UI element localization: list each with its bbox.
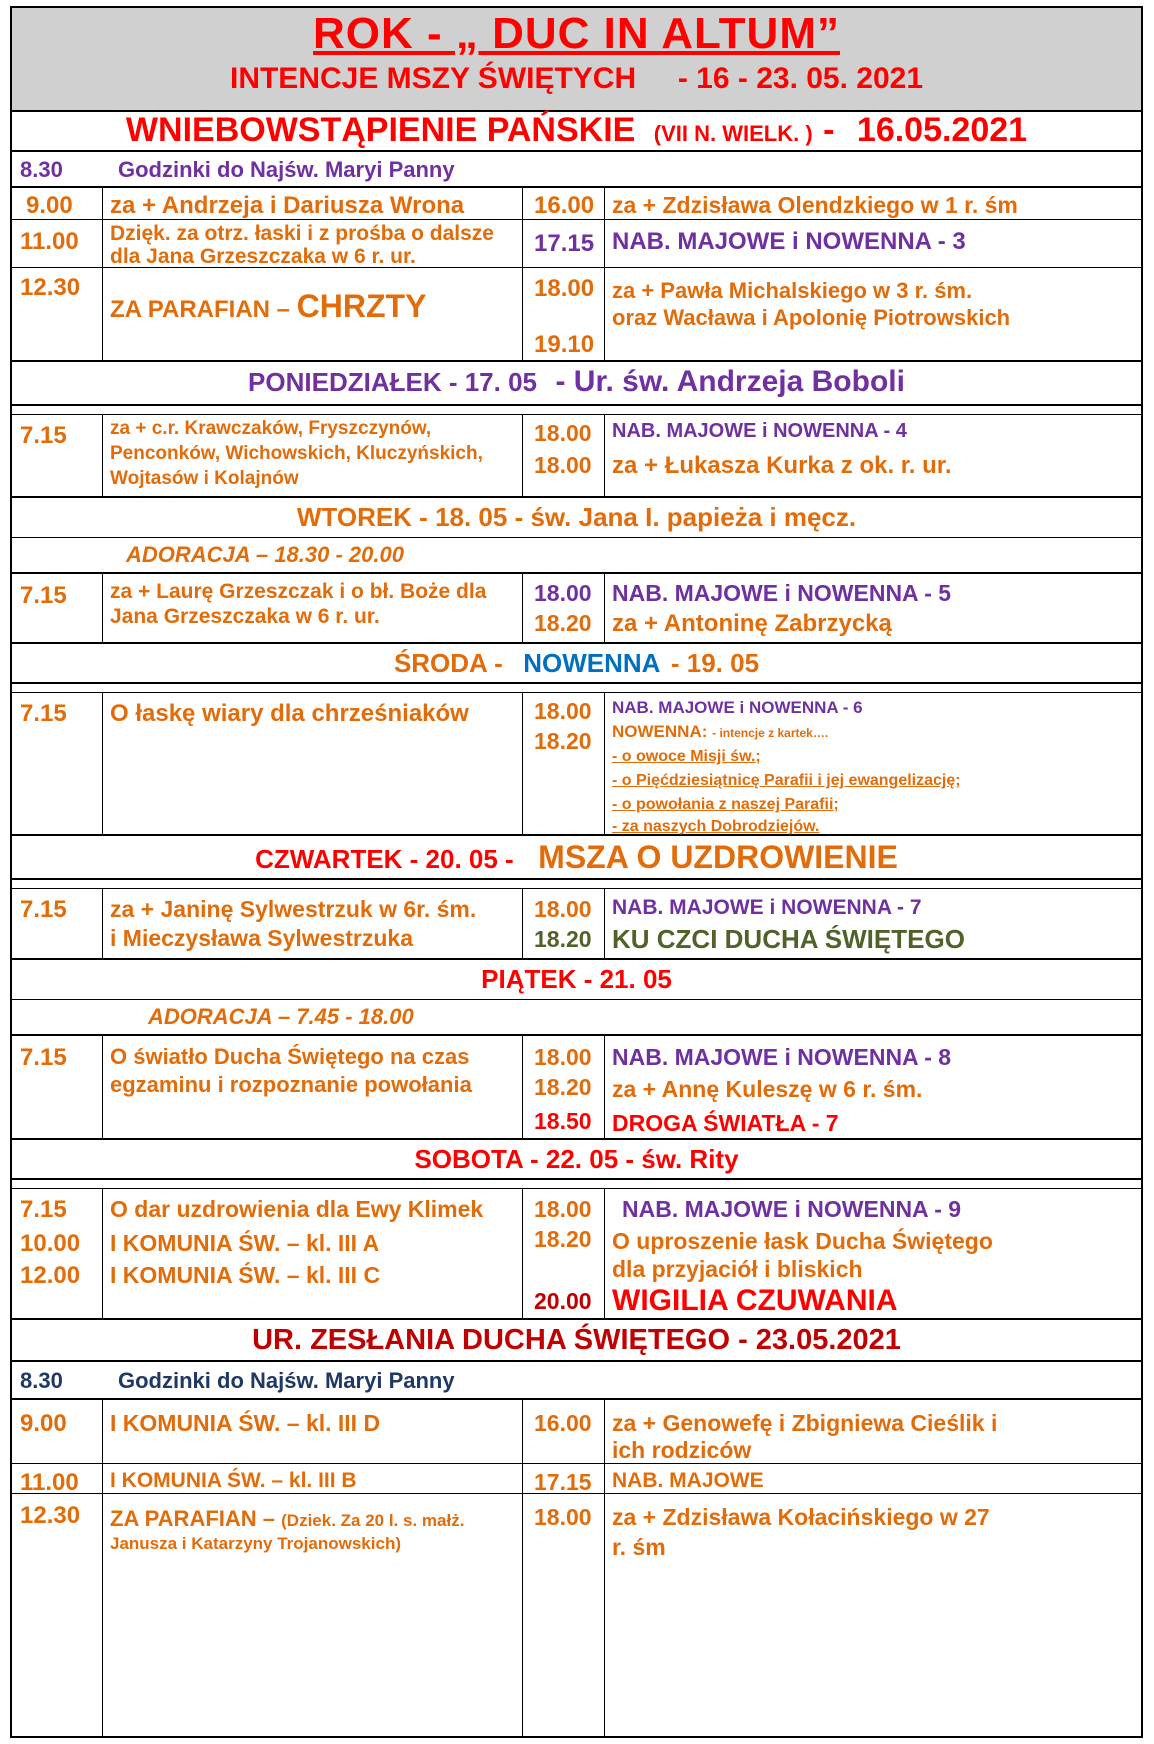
mass-time: 11.00 — [20, 228, 79, 255]
tuesday-adoration — [12, 538, 1141, 574]
mass-time: 16.00 — [534, 1410, 592, 1436]
mass-time: 7.15 — [20, 1044, 67, 1071]
mass-intention: i Mieczysława Sylwestrzuka — [110, 925, 413, 951]
mass-intention: Godzinki do Najśw. Maryi Panny — [118, 157, 455, 182]
mass-intention — [612, 722, 828, 742]
mass-intention: NAB. MAJOWE i NOWENNA - 8 — [612, 1044, 952, 1070]
sunday1-heading — [12, 110, 1141, 152]
day-title: CZWARTEK - 20. 05 - — [255, 844, 514, 874]
mass-intention: NAB. MAJOWE i NOWENNA - 6 — [612, 698, 863, 717]
mass-intention: NAB. MAJOWE i NOWENNA - 7 — [612, 896, 922, 919]
mass-intention: za + Janinę Sylwestrzuk w 6r. śm. — [110, 896, 477, 922]
mass-intention: O dar uzdrowienia dla Ewy Klimek — [110, 1196, 484, 1222]
mass-time: 12.00 — [20, 1262, 81, 1289]
mass-intention: za + Laurę Grzeszczak i o bł. Boże dla — [110, 580, 487, 603]
page-subtitle — [12, 60, 1141, 98]
mass-intention: za + Zdzisława Olendzkiego w 1 r. śm — [612, 192, 1018, 218]
mass-intention: Godzinki do Najśw. Maryi Panny — [118, 1368, 455, 1393]
subtitle-right: - 16 - 23. 05. 2021 — [677, 62, 924, 95]
day-date: 16.05.2021 — [856, 111, 1028, 149]
mass-intention: ich rodziców — [612, 1437, 752, 1463]
mass-time: 18.20 — [534, 1226, 592, 1252]
sunday2-early-row — [12, 1362, 1141, 1400]
mass-intention: za + Zdzisława Kołacińskiego w 27 — [612, 1504, 990, 1530]
mass-intention: dla przyjaciół i bliskich — [612, 1256, 863, 1282]
mass-time: 18.00 — [534, 1504, 592, 1530]
mass-intention: za + Annę Kuleszę w 6 r. śm. — [612, 1076, 923, 1102]
intention-part: CHRZTY — [296, 288, 427, 324]
mass-time: 18.00 — [534, 698, 592, 724]
mass-intention: O łaskę wiary dla chrześniaków — [110, 700, 469, 727]
mass-time: 7.15 — [20, 422, 67, 449]
wednesday-heading — [12, 644, 1141, 684]
mass-time: 19.10 — [534, 331, 595, 358]
saturday-heading — [12, 1140, 1141, 1180]
tuesday-heading — [12, 498, 1141, 538]
novena-intention: - o owoce Misji św.; — [612, 748, 761, 765]
mass-intention: NAB. MAJOWE i NOWENNA - 5 — [612, 580, 952, 606]
mass-time: 18.00 — [534, 580, 592, 606]
mass-intention: I KOMUNIA ŚW. – kl. III D — [110, 1410, 381, 1436]
page-title: ROK - „ DUC IN ALTUM” — [313, 9, 840, 58]
mass-intention: oraz Wacława i Apolonię Piotrowskich — [612, 305, 1011, 330]
mass-time: 7.15 — [20, 896, 67, 923]
subtitle-left: INTENCJE MSZY ŚWIĘTYCH — [229, 62, 637, 95]
day-feast: - Ur. św. Andrzeja Boboli — [555, 365, 905, 398]
day-title: SOBOTA - 22. 05 - św. Rity — [414, 1144, 739, 1174]
sunday2-masses — [12, 1400, 1141, 1736]
mass-intention: za + Łukasza Kurka z ok. r. ur. — [612, 452, 952, 479]
mass-intention: dla Jana Grzeszczaka w 6 r. ur. — [110, 245, 416, 268]
mass-intention: Penconków, Wichowskich, Kluczyńskich, — [110, 443, 483, 464]
mass-time: 12.30 — [20, 274, 81, 301]
mass-intention: za + Genowefę i Zbigniewa Cieślik i — [612, 1410, 998, 1436]
mass-intention: KU CZCI DUCHA ŚWIĘTEGO — [612, 924, 965, 954]
novena-intention: - za naszych Dobrodziejów. — [612, 818, 820, 835]
mass-time: 18.20 — [534, 1074, 592, 1100]
mass-time: 10.00 — [20, 1230, 81, 1257]
friday-heading — [12, 960, 1141, 1000]
mass-intention: O uproszenie łask Ducha Świętego — [612, 1228, 993, 1254]
mass-intention: za + Antoninę Zabrzycką — [612, 610, 892, 637]
mass-intention: za + c.r. Krawczaków, Fryszczynów, — [110, 418, 432, 439]
novena-intention: - o Pięćdziesiątnicę Parafii i jej ewangelizację; — [612, 772, 961, 789]
mass-intention: Wojtasów i Kolajnów — [110, 468, 299, 489]
mass-time: 20.00 — [534, 1288, 592, 1314]
mass-time: 11.00 — [20, 1469, 79, 1496]
mass-intention: NAB. MAJOWE i NOWENNA - 3 — [612, 228, 966, 255]
adoration-note: ADORACJA – 18.30 - 20.00 — [126, 542, 404, 567]
mass-intention: NAB. MAJOWE i NOWENNA - 9 — [622, 1196, 962, 1222]
monday-masses — [12, 414, 1141, 498]
mass-time: 9.00 — [26, 192, 73, 219]
mass-intention: WIGILIA CZUWANIA — [612, 1284, 898, 1317]
day-date: - 19. 05 — [670, 648, 760, 678]
thursday-masses — [12, 888, 1141, 960]
mass-time: 7.15 — [20, 1196, 67, 1223]
tuesday-masses — [12, 574, 1141, 644]
adoration-note: ADORACJA – 7.45 - 18.00 — [148, 1004, 414, 1029]
mass-time: 18.00 — [534, 275, 595, 302]
novena-label: NOWENNA: — [612, 722, 708, 741]
novena-intention: - o powołania z naszej Parafii; — [612, 796, 839, 813]
mass-intention: NAB. MAJOWE — [612, 1469, 764, 1492]
intention-part: ZA PARAFIAN – — [110, 1506, 275, 1531]
mass-intention: O światło Ducha Świętego na czas — [110, 1044, 470, 1069]
mass-time: 18.00 — [534, 452, 592, 478]
mass-intention: I KOMUNIA ŚW. – kl. III A — [110, 1230, 380, 1256]
mass-time: 18.20 — [534, 610, 592, 636]
mass-time: 17.15 — [534, 230, 595, 257]
mass-intention: za + Pawła Michalskiego w 3 r. śm. — [612, 278, 973, 303]
day-title: PONIEDZIAŁEK - 17. 05 — [248, 367, 538, 397]
thursday-heading — [12, 836, 1141, 880]
intention-part: (Dziek. Za 20 l. s. małż. — [281, 1511, 465, 1530]
mass-time: 8.30 — [20, 1368, 63, 1393]
day-title: PIĄTEK - 21. 05 — [481, 964, 672, 994]
mass-intention: za + Andrzeja i Dariusza Wrona — [110, 192, 465, 219]
mass-time: 18.20 — [534, 926, 592, 952]
wednesday-masses — [12, 692, 1141, 836]
monday-heading — [12, 362, 1141, 406]
mass-time: 16.00 — [534, 192, 595, 219]
mass-intention: egzaminu i rozpoznanie powołania — [110, 1072, 472, 1097]
intention-part: ZA PARAFIAN – — [110, 296, 290, 323]
friday-masses — [12, 1036, 1141, 1140]
header — [12, 8, 1141, 112]
mass-time: 18.50 — [534, 1108, 592, 1134]
mass-time: 18.00 — [534, 420, 592, 446]
mass-time: 8.30 — [20, 157, 63, 182]
friday-adoration — [12, 1000, 1141, 1036]
mass-time: 9.00 — [20, 1410, 67, 1437]
intentions-sheet — [10, 6, 1143, 1738]
day-feast: MSZA O UZDROWIENIE — [538, 839, 898, 875]
day-title: WNIEBOWSTĄPIENIE PAŃSKIE — [125, 111, 636, 149]
day-title: WTOREK - 18. 05 - św. Jana I. papieża i męcz. — [296, 502, 857, 532]
sunday2-heading — [12, 1320, 1141, 1362]
mass-intention: NAB. MAJOWE i NOWENNA - 4 — [612, 420, 907, 442]
mass-intention: Jana Grzeszczaka w 6 r. ur. — [110, 605, 380, 628]
mass-intention — [110, 1506, 464, 1532]
day-title-highlight: NOWENNA — [523, 648, 661, 678]
novena-note: - intencje z kartek…. — [712, 726, 829, 740]
day-note: (VII N. WIELK. ) — [653, 121, 813, 146]
mass-intention: I KOMUNIA ŚW. – kl. III C — [110, 1262, 381, 1288]
mass-time: 7.15 — [20, 700, 67, 727]
mass-time: 18.00 — [534, 1044, 592, 1070]
saturday-masses — [12, 1188, 1141, 1320]
mass-intention: r. śm — [612, 1534, 666, 1560]
mass-intention: I KOMUNIA ŚW. – kl. III B — [110, 1469, 357, 1492]
mass-time: 18.00 — [534, 896, 592, 922]
mass-time: 12.30 — [20, 1502, 81, 1529]
day-title: ŚRODA - — [393, 648, 503, 678]
sunday1-early-row — [12, 152, 1141, 188]
mass-time: 18.20 — [534, 728, 592, 754]
mass-intention: Dzięk. za otrz. łaski i z prośba o dalsze — [110, 222, 494, 245]
mass-intention: Janusza i Katarzyny Trojanowskich) — [110, 1534, 401, 1553]
sunday1-masses — [12, 188, 1141, 362]
mass-time: 17.15 — [534, 1469, 592, 1495]
day-title: UR. ZESŁANIA DUCHA ŚWIĘTEGO - 23.05.2021 — [252, 1324, 901, 1356]
mass-intention: DROGA ŚWIATŁA - 7 — [612, 1110, 839, 1136]
mass-time: 7.15 — [20, 582, 67, 609]
mass-time: 18.00 — [534, 1196, 592, 1222]
day-dash: - — [823, 111, 835, 149]
mass-intention — [110, 288, 426, 325]
